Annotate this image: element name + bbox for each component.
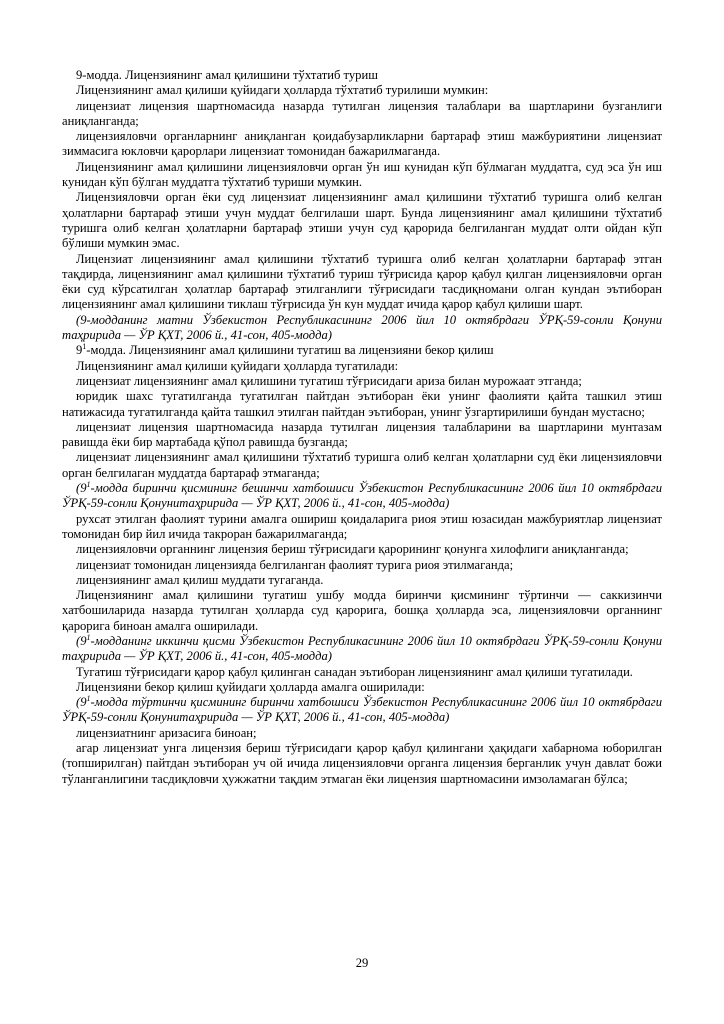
paragraph-text: Лицензиянинг амал қилиши қуйидаги ҳолларда тугатилади: [76,358,399,373]
paragraph [62,190,662,251]
paragraph [62,726,662,741]
paragraph-text: лицензияловчи органларнинг аниқланган қоидабузарликларни бартараф этиш мажбуриятини лицензиат зиммасига юкловчи қарорлари лицензиат томонидан бажарилмаганда. [62,129,662,159]
paragraph [62,160,662,191]
document-page [62,68,662,787]
paragraph-text: Лицензиат лицензиянинг амал қилишини тўхтатиб туришга олиб келган ҳолатларни бартараф этган тақдирда, лицензиянинг амал қилишини тўхтатиб туриш тўғрисида қарор қабул қилган лицензияловчи орган ёки суд кўрсатилган ҳолатлар бартараф этилганлиги тўғрисидаги тасдиқномани олган кундан эътиборан лицензиянинг амал қилишини тиклаш тўғрисида ўн кун муддат ичида қарор қабул қилиши шарт. [62,251,662,312]
paragraph-text: лицензиат лицензиянинг амал қилишини тўхтатиб туришга олиб келган ҳолатларни суд ёки лицензияловчи орган белгилаган муддатда бартараф этмаганда; [62,450,662,480]
paragraph-text: лицензиянинг амал қилиш муддати тугаганда. [76,572,324,587]
article-number: (9 [76,695,87,710]
paragraph-text: лицензияловчи органнинг лицензия бериш тўғрисидаги қарорининг қонунга хилофлиги аниқланганда; [76,542,629,557]
article-number: 9 [76,343,83,358]
superscript: 1 [86,479,91,489]
paragraph-text: -модда биринчи қисмининг бешинчи хатбошиси Ўзбекистон Республикасининг 2006 йил 10 октябрдаги ЎРҚ-59-сонли Қонунитаҳририда — ЎР ҚХТ, 2006 й., 41-сон, 405-модда) [62,481,662,511]
paragraph [62,374,662,389]
article-number: (9 [76,481,87,496]
paragraph [62,450,662,481]
paragraph-text: лицензиат лицензия шартномасида назарда тутилган лицензия талаблари ва шартларини бузганлиги аниқланганда; [62,98,662,128]
page-number: 29 [355,956,369,970]
paragraph [62,99,662,130]
amendment-note [62,313,662,344]
paragraph-text: Лицензияловчи орган ёки суд лицензиат лицензиянинг амал қилишини тўхтатиб туришга олиб келган ҳолатларни бартараф этиши учун муддат белгилаши шарт. Бунда лицензиянинг амал қилишини тўхтатиб туришга олиб келган ҳолатларни бартараф этиши учун суд қарорида белгиланган муддат олти ойдан кўп бўлиши мумкин эмас. [62,190,662,251]
article-heading [62,343,662,358]
paragraph-text: лицензиат лицензия шартномасида назарда тутилган лицензия талабларини ва шартларини мунтазам равишда ёки бир мартабада қўпол равишда бузганда; [62,419,662,450]
superscript: 1 [82,342,87,352]
paragraph-text: лицензиат томонидан лицензияда белгиланган фаолият турига риоя этилмаганда; [76,557,514,572]
paragraph-text: Тугатиш тўғрисидаги қарор қабул қилинган санадан эътиборан лицензиянинг амал қилиши тугатилади. [76,664,633,679]
paragraph [62,573,662,588]
paragraph [62,420,662,451]
paragraph-text: -модданинг иккинчи қисми Ўзбекистон Республикасининг 2006 йил 10 октябрдаги ЎРҚ-59-сонли Қонуни таҳририда — ЎР ҚХТ, 2006 й., 41-сон, 405-модда) [62,633,662,664]
paragraph-text: лицензиат лицензиянинг амал қилишини тугатиш тўғрисидаги ариза билан мурожаат этганда; [76,373,582,388]
paragraph-text: Лицензиянинг амал қилишини тугатиш ушбу модда биринчи қисмининг тўртинчи — саккизинчи хатбошиларида назарда тутилган ҳолларда суд қарорига, бошқа ҳолларда эса, лицензияловчи органнинг қарорига биноан амалга оширилади. [62,588,662,633]
paragraph-text: Лицензияни бекор қилиш қуйидаги ҳолларда амалга оширилади: [76,679,425,694]
paragraph-text: 9-модда. Лицензиянинг амал қилишини тўхтатиб туриш [76,68,378,82]
paragraph [62,680,662,695]
paragraph-text: юридик шахс тугатилганда тугатилган пайтдан эътиборан ёки унинг фаолияти қайта ташкил этиш натижасида тугатилганда қайта ташкил этилган пайтдан эътиборан, унинг ўзгартирилиши бундан мустасно; [62,389,662,419]
paragraph-text: Лицензиянинг амал қилиши қуйидаги ҳолларда тўхтатиб турилиши мумкин: [76,83,489,98]
paragraph [62,588,662,634]
paragraph-text: -модда тўртинчи қисмининг биринчи хатбошиси Ўзбекистон Республикасининг 2006 йил 10 октябрдаги ЎРҚ-59-сонли Қонунитаҳририда — ЎР ҚХТ, 2006 й., 41-сон, 405-модда) [62,695,662,725]
amendment-note [62,695,662,726]
paragraph-text: -модда. Лицензиянинг амал қилишини тугатиш ва лицензияни бекор қилиш [86,343,494,358]
article-heading [62,68,662,83]
paragraph [62,252,662,313]
superscript: 1 [86,693,91,703]
paragraph-text: рухсат этилган фаолият турини амалга ошириш қоидаларига риоя этиш юзасидан мажбуриятлар лицензиат томонидан бир йил ичида такроран бажарилмаганда; [62,511,662,541]
amendment-note [62,481,662,512]
paragraph-text: Лицензиянинг амал қилишини лицензияловчи орган ўн иш кунидан кўп бўлмаган муддатга, суд эса ўн иш кунидан кўп бўлган муддатга тўхтатиб туриши мумкин. [62,159,662,190]
paragraph [62,542,662,557]
superscript: 1 [86,632,91,642]
paragraph-text: лицензиатнинг аризасига биноан; [76,725,257,740]
paragraph-text: агар лицензиат унга лицензия бериш тўғрисидаги қарор қабул қилингани ҳақидаги хабарнома юборилган (топширилган) пайтдан эътиборан уч ой ичида лицензияловчи органга лицензия берганлик учун давлат божи тўланганлигини тасдиқловчи ҳужжатни тақдим этмаган ёки лицензия шартномасини имзоламаган бўлса; [62,741,662,786]
paragraph-text: (9-модданинг матни Ўзбекистон Республикасининг 2006 йил 10 октябрдаги ЎРҚ-59-сонли Қонуни таҳририда — ЎР ҚХТ, 2006 й., 41-сон, 405-модда) [62,312,662,343]
paragraph [62,665,662,680]
paragraph [62,129,662,160]
article-number: (9 [76,633,87,648]
paragraph [62,741,662,787]
amendment-note [62,634,662,665]
paragraph [62,359,662,374]
paragraph [62,558,662,573]
paragraph [62,512,662,543]
paragraph [62,83,662,98]
paragraph [62,389,662,420]
